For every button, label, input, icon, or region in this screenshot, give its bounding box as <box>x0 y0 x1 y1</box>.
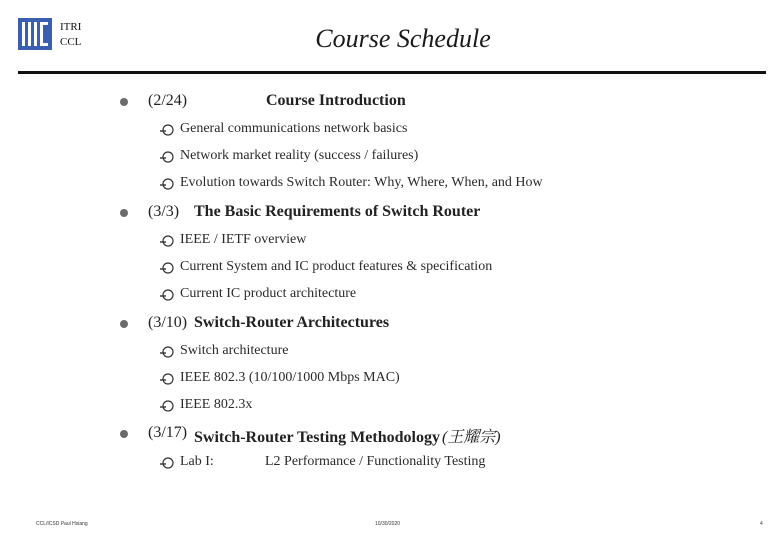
instructor-name: (王耀宗) <box>441 429 501 446</box>
subitem-bullet-icon <box>160 373 174 385</box>
section-date: (3/3) <box>148 203 180 220</box>
subitem-bullet-icon <box>160 457 174 469</box>
item-text: IEEE 802.3x <box>180 397 253 412</box>
section-heading: The Basic Requirements of Switch Router <box>194 203 481 220</box>
subitem-bullet-icon <box>160 262 174 274</box>
section-date: (3/10) <box>148 314 188 331</box>
slide-title: Course Schedule <box>315 24 491 53</box>
subitem-bullet-icon <box>160 151 174 163</box>
org-line-2: CCL <box>60 36 82 48</box>
item-text: Current System and IC product features & specification <box>180 259 493 274</box>
bullet-dot-icon <box>120 430 128 438</box>
item-detail: L2 Performance / Functionality Testing <box>265 454 486 469</box>
bullet-dot-icon <box>120 320 128 328</box>
section-heading: Switch-Router Architectures <box>194 314 390 331</box>
subitem-bullet-icon <box>160 124 174 136</box>
item-text: Switch architecture <box>180 343 289 358</box>
item-text: IEEE 802.3 (10/100/1000 Mbps MAC) <box>180 370 400 385</box>
section-heading: Course Introduction <box>266 92 406 109</box>
item-text: Network market reality (success / failures) <box>180 148 419 163</box>
title-divider <box>18 71 766 74</box>
subitem-bullet-icon <box>160 235 174 247</box>
subitem-bullet-icon <box>160 400 174 412</box>
subitem-bullet-icon <box>160 178 174 190</box>
item-text: IEEE / IETF overview <box>180 232 307 247</box>
footer-date: 10/30/2020 <box>375 521 401 527</box>
subitem-bullet-icon <box>160 346 174 358</box>
section-date: (2/24) <box>148 92 188 109</box>
footer-author: CCL/ICSD Paul Hsiang <box>36 521 88 527</box>
subitem-bullet-icon <box>160 289 174 301</box>
footer-page-number: 4 <box>760 521 763 527</box>
item-text: Current IC product architecture <box>180 286 357 301</box>
section-date: (3/17) <box>148 424 188 441</box>
item-text: Lab I: <box>180 454 214 469</box>
section-heading-text: Switch-Router Testing Methodology <box>194 429 440 446</box>
item-text: Evolution towards Switch Router: Why, Where, When, and How <box>180 175 543 190</box>
bullet-dot-icon <box>120 209 128 217</box>
bullet-dot-icon <box>120 98 128 106</box>
org-line-1: ITRI <box>60 21 82 33</box>
item-text: General communications network basics <box>180 121 408 136</box>
section-heading <box>194 424 501 447</box>
